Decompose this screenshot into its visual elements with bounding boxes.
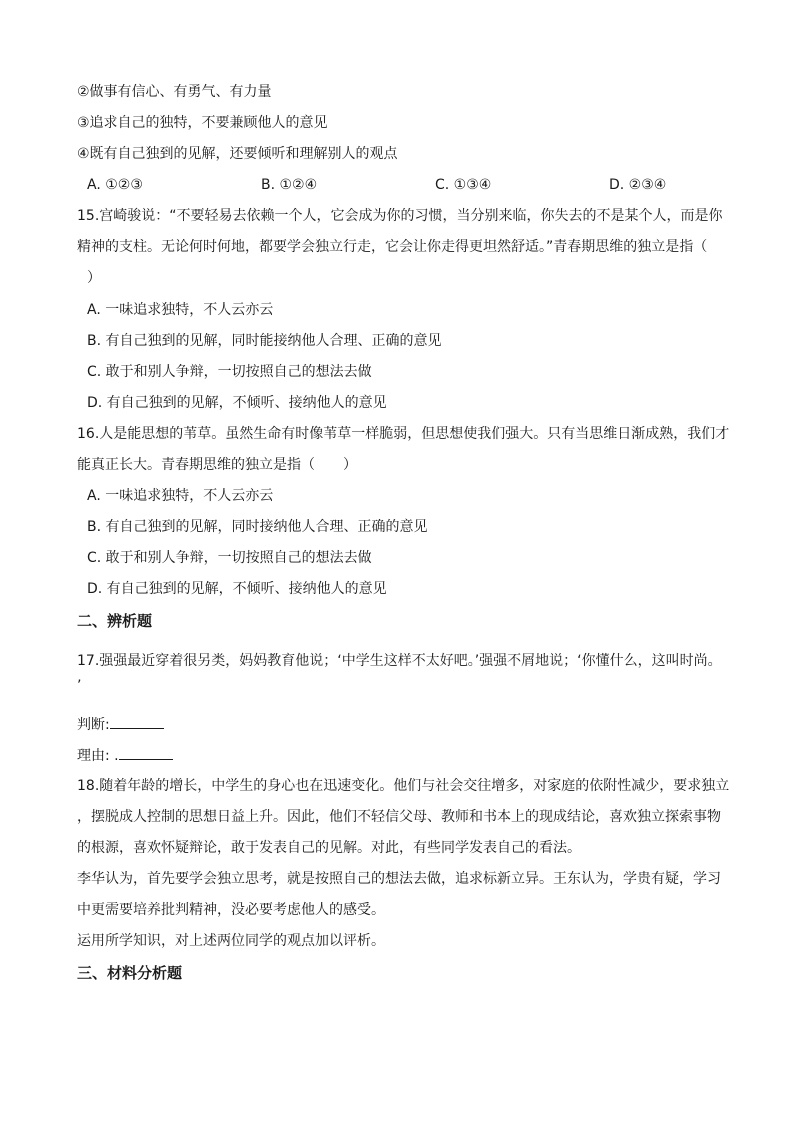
q18-para1-line-3: 的根源，喜欢怀疑辩论，敢于发表自己的见解。对此，有些同学发表自己的看法。	[77, 840, 581, 856]
q15-stem-line-1: 15.宫崎骏说：“不要轻易去依赖一个人，它会成为你的习惯，当分别来临，你失去的不是某个人，而是你	[77, 208, 723, 224]
section-title-3: 三、材料分析题	[77, 964, 183, 982]
q17-stem-line-2: ’	[77, 678, 82, 694]
q15-option-d: D. 有自己独到的见解，不倾听、接纳他人的意见	[87, 395, 387, 411]
q16-option-c: C. 敢于和别人争辩，一切按照自己的想法去做	[87, 550, 372, 566]
q18-para2-line-1: 李华认为，首先要学会独立思考，就是按照自己的想法去做，追求标新立异。王东认为，学贵有疑，学习	[77, 871, 721, 887]
q15-option-b: B. 有自己独到的见解，同时能接纳他人合理、正确的意见	[87, 333, 442, 349]
q17-judge-label: 判断:	[77, 717, 110, 733]
q14-option-b: B. ①②④	[261, 177, 318, 193]
section-title-2: 二、辨析题	[77, 612, 153, 630]
q18-para1-line-1: 18.随着年龄的增长，中学生的身心也在迅速变化。他们与社会交往增多，对家庭的依附性减少，要求独立	[77, 778, 730, 794]
q18-para1-line-2: ，摆脱成人控制的思想日益上升。因此，他们不轻信父母、教师和书本上的现成结论，喜欢独立探索事物	[77, 809, 721, 825]
q18-task: 运用所学知识，对上述两位同学的观点加以评析。	[77, 933, 385, 949]
q14-options	[77, 175, 719, 195]
q15-option-c: C. 敢于和别人争辩，一切按照自己的想法去做	[87, 364, 372, 380]
q17-judge-row	[77, 714, 164, 735]
q17-reason-row	[77, 745, 173, 766]
q15-stem-line-2: 精神的支柱。无论何时何地，都要学会独立行走，它会让你走得更坦然舒适。”青春期思维的独立是指（	[77, 239, 708, 255]
q14-option-d: D. ②③④	[609, 177, 667, 193]
q17-reason-label: 理由: .	[77, 748, 119, 764]
q16-stem-line-1: 16.人是能思想的苇草。虽然生命有时像苇草一样脆弱，但思想使我们强大。只有当思维日渐成熟，我们才	[77, 426, 730, 442]
q17-stem-line-1: 17.强强最近穿着很另类，妈妈教育他说；‘中学生这样不太好吧。’强强不屑地说；‘你懂什么，这叫时尚。	[77, 653, 722, 669]
q14-option-a: A. ①②③	[87, 177, 143, 193]
q18-para2-line-2: 中更需要培养批判精神，没必要考虑他人的感受。	[77, 902, 385, 918]
q14-statement-2: ②做事有信心、有勇气、有力量	[77, 84, 272, 100]
q15-option-a: A. 一味追求独特，不人云亦云	[87, 302, 274, 318]
q16-stem-line-2: 能真正长大。青春期思维的独立是指（ ）	[77, 457, 357, 473]
q17-reason-blank[interactable]	[119, 745, 173, 760]
q17-judge-blank[interactable]	[110, 714, 164, 729]
q16-option-b: B. 有自己独到的见解，同时接纳他人合理、正确的意见	[87, 519, 428, 535]
q14-option-c: C. ①③④	[435, 177, 492, 193]
q14-statement-4: ④既有自己独到的见解，还要倾听和理解别人的观点	[77, 146, 398, 162]
q16-option-a: A. 一味追求独特，不人云亦云	[87, 488, 274, 504]
q16-option-d: D. 有自己独到的见解，不倾听、接纳他人的意见	[87, 581, 387, 597]
q14-statement-3: ③追求自己的独特，不要兼顾他人的意见	[77, 115, 328, 131]
q15-stem-line-3: ）	[87, 270, 101, 286]
